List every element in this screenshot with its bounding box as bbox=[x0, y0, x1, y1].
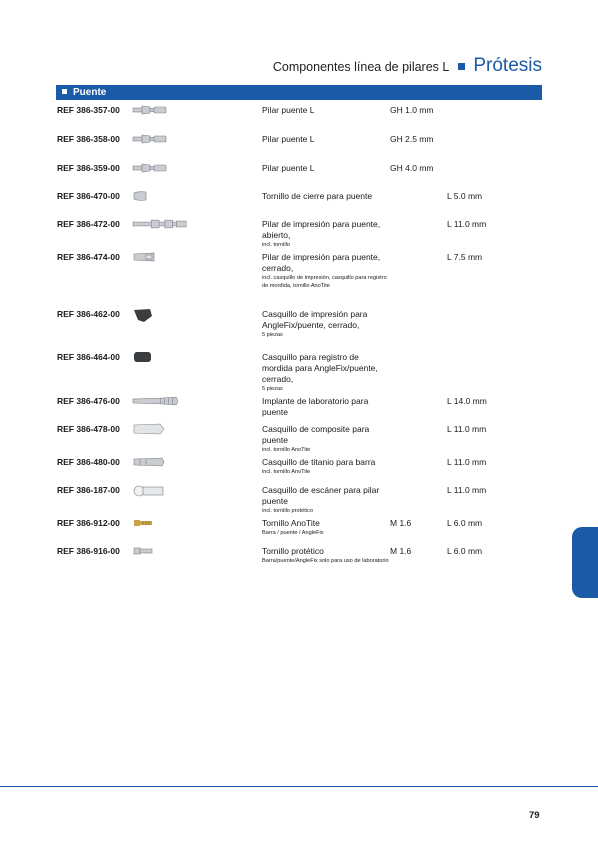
item-length: L 5.0 mm bbox=[447, 191, 483, 201]
prosthetic-screw-icon bbox=[132, 545, 170, 557]
bite-cap-dark-icon bbox=[132, 351, 170, 363]
item-length: L 6.0 mm bbox=[447, 546, 483, 556]
item-description bbox=[262, 163, 390, 174]
description-text: Casquillo de composite para puente bbox=[262, 424, 370, 445]
item-length: L 7.5 mm bbox=[447, 252, 483, 262]
description-note: incl. tornillo AnoTite bbox=[262, 469, 311, 475]
scan-sleeve-icon bbox=[132, 484, 170, 496]
description-text: Pilar puente L bbox=[262, 163, 315, 173]
section-label: Puente bbox=[73, 87, 107, 98]
item-description bbox=[262, 485, 390, 515]
item-description bbox=[262, 309, 390, 339]
abutment-pin-icon bbox=[132, 104, 170, 116]
item-description bbox=[262, 457, 390, 476]
item-spec: GH 4.0 mm bbox=[390, 163, 434, 173]
page-number: 79 bbox=[529, 810, 540, 821]
description-text: Tornillo AnoTite bbox=[262, 518, 320, 528]
description-note: 5 piezas bbox=[262, 332, 283, 338]
item-description bbox=[262, 252, 390, 290]
ref-number: REF 386-476-00 bbox=[57, 396, 120, 406]
ref-number: REF 386-358-00 bbox=[57, 134, 120, 144]
description-note: incl. tornillo AnoTite bbox=[262, 447, 311, 453]
item-description bbox=[262, 396, 390, 418]
ref-number: REF 386-472-00 bbox=[57, 219, 120, 229]
item-description bbox=[262, 518, 390, 537]
item-length: L 11.0 mm bbox=[447, 219, 487, 229]
abutment-pin-icon bbox=[132, 133, 170, 145]
anotite-screw-gold-icon bbox=[132, 517, 170, 529]
impression-post-closed-icon bbox=[132, 251, 170, 263]
item-description bbox=[262, 191, 390, 202]
item-spec: M 1.6 bbox=[390, 546, 412, 556]
description-note: 5 piezas bbox=[262, 386, 283, 392]
description-text: Tornillo de cierre para puente bbox=[262, 191, 373, 201]
ref-number: REF 386-916-00 bbox=[57, 546, 120, 556]
item-spec: GH 2.5 mm bbox=[390, 134, 434, 144]
lab-implant-icon bbox=[132, 395, 170, 407]
ref-number: REF 386-464-00 bbox=[57, 352, 120, 362]
square-bullet-icon bbox=[458, 63, 465, 70]
footer-rule bbox=[0, 786, 598, 787]
description-text: Pilar de impresión para puente, abierto, bbox=[262, 219, 381, 240]
description-note: incl. tornillo bbox=[262, 242, 290, 248]
description-text: Implante de laboratorio para puente bbox=[262, 396, 369, 417]
description-text: Tornillo protético bbox=[262, 546, 324, 556]
description-text: Pilar puente L bbox=[262, 105, 315, 115]
impression-post-open-icon bbox=[132, 218, 170, 230]
item-description bbox=[262, 424, 390, 454]
ref-number: REF 386-474-00 bbox=[57, 252, 120, 262]
description-text: Casquillo de titanio para barra bbox=[262, 457, 376, 467]
item-length: L 11.0 mm bbox=[447, 424, 487, 434]
ref-number: REF 386-359-00 bbox=[57, 163, 120, 173]
page-header bbox=[273, 55, 542, 77]
description-text: Casquillo de impresión para AngleFix/puente, cerrado, bbox=[262, 309, 368, 330]
description-note: incl. casquillo de impresión, casquillo para registro de mordida, tornillo AnoTite bbox=[262, 275, 387, 289]
description-text: Pilar de impresión para puente, cerrado, bbox=[262, 252, 381, 273]
ref-number: REF 386-480-00 bbox=[57, 457, 120, 467]
closure-screw-icon bbox=[132, 190, 170, 202]
square-bullet-icon bbox=[62, 89, 67, 94]
ref-number: REF 386-912-00 bbox=[57, 518, 120, 528]
item-length: L 14.0 mm bbox=[447, 396, 487, 406]
section-bar bbox=[56, 85, 542, 100]
ref-number: REF 386-462-00 bbox=[57, 309, 120, 319]
item-spec: GH 1.0 mm bbox=[390, 105, 434, 115]
description-note: incl. tornillo protético bbox=[262, 508, 313, 514]
item-description bbox=[262, 546, 390, 565]
item-description bbox=[262, 105, 390, 116]
description-text: Pilar puente L bbox=[262, 134, 315, 144]
composite-sleeve-icon bbox=[132, 423, 170, 435]
description-note: Barra / puente / AngleFix bbox=[262, 530, 324, 536]
item-spec: M 1.6 bbox=[390, 518, 412, 528]
item-description bbox=[262, 219, 390, 249]
description-note: Barra/puente/AngleFix solo para uso de laboratorio bbox=[262, 558, 389, 564]
titanium-sleeve-icon bbox=[132, 456, 170, 468]
item-length: L 11.0 mm bbox=[447, 457, 487, 467]
description-text: Casquillo para registro de mordida para AngleFix/puente, cerrado, bbox=[262, 352, 378, 384]
ref-number: REF 386-478-00 bbox=[57, 424, 120, 434]
description-text: Casquillo de escáner para pilar puente bbox=[262, 485, 380, 506]
page-title: Prótesis bbox=[473, 55, 542, 76]
ref-number: REF 386-470-00 bbox=[57, 191, 120, 201]
impression-cap-dark-icon bbox=[132, 308, 170, 320]
item-length: L 11.0 mm bbox=[447, 485, 487, 495]
item-description bbox=[262, 134, 390, 145]
item-length: L 6.0 mm bbox=[447, 518, 483, 528]
ref-number: REF 386-187-00 bbox=[57, 485, 120, 495]
chapter-tab bbox=[572, 527, 598, 598]
item-description bbox=[262, 352, 390, 393]
page-subtitle: Componentes línea de pilares L bbox=[272, 60, 450, 74]
ref-number: REF 386-357-00 bbox=[57, 105, 120, 115]
abutment-pin-icon bbox=[132, 162, 170, 174]
